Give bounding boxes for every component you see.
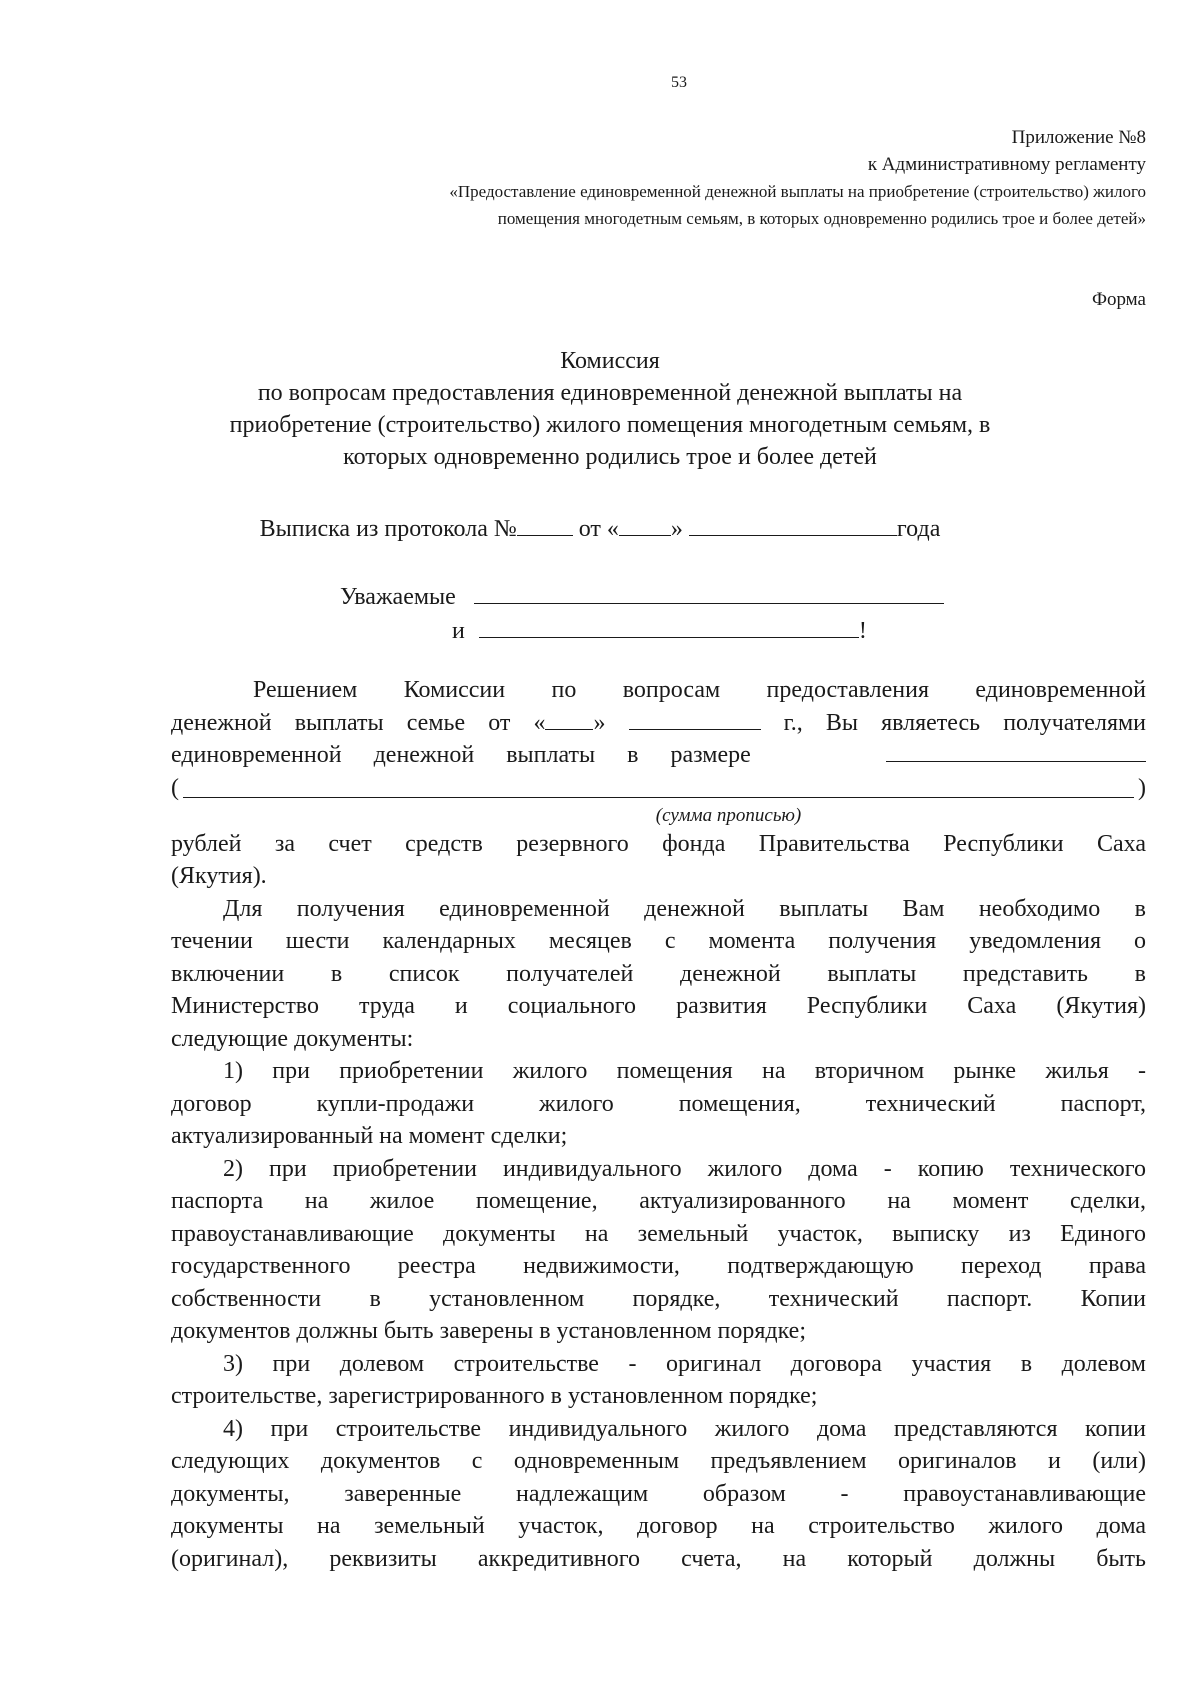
list-item-2-line: паспорта на жилое помещение, актуализированного на момент сделки, <box>171 1188 1146 1214</box>
decision-day-blank[interactable] <box>545 707 593 730</box>
decision-line-3: единовременной денежной выплаты в размере <box>171 739 1146 772</box>
appendix-header <box>146 124 1146 232</box>
protocol-month-blank[interactable] <box>689 513 897 536</box>
extract-quote-close: » <box>670 516 689 542</box>
list-item-2-line: 2) при приобретении индивидуального жилого дома - копию технического <box>223 1155 1146 1182</box>
list-item-1-line: договор купли-продажи жилого помещения, технический паспорт, <box>171 1090 1146 1117</box>
list-item-4-line: (оригинал), реквизиты аккредитивного счета, на который должны быть <box>171 1545 1146 1572</box>
amount-words-blank[interactable] <box>183 797 1134 798</box>
commission-line-2: по вопросам предоставления единовременной денежной выплаты на <box>257 380 963 406</box>
paren-open: ( <box>171 774 179 801</box>
commission-line-3: приобретение (строительство) жилого помещения многодетным семьям, в <box>229 412 991 438</box>
paragraph-line: включении в список получателей денежной выплаты представить в <box>171 960 1146 987</box>
decision-line-2: денежной выплаты семье от « » г., Вы являетесь получателями <box>171 707 1146 740</box>
extract-from: от « <box>572 516 619 542</box>
salutation-and: и <box>452 618 465 644</box>
recipient-name-blank-1[interactable] <box>474 581 944 604</box>
page-number: 53 <box>671 74 687 91</box>
commission-line-4: которых одновременно родились трое и более детей <box>343 444 877 470</box>
list-item-2-line: правоустанавливающие документы на земельный участок, выписку из Единого <box>171 1220 1146 1247</box>
protocol-day-blank[interactable] <box>619 513 671 536</box>
extract-label: Выписка из протокола № <box>259 516 517 542</box>
list-item-3-line: 3) при долевом строительстве - оригинал договора участия в долевом <box>223 1350 1146 1377</box>
list-item-2-line: государственного реестра недвижимости, подтверждающую переход права <box>171 1253 1146 1279</box>
paragraph-line: течении шести календарных месяцев с момента получения уведомления о <box>171 928 1146 954</box>
list-item-4-line: документы на земельный участок, договор на строительство жилого дома <box>171 1513 1146 1539</box>
commission-title: Комиссия <box>560 348 660 374</box>
extract-year-label: года <box>896 516 941 542</box>
salutation-word: Уважаемые <box>340 584 456 610</box>
sum-caption: (сумма прописью) <box>655 804 802 826</box>
decision-month-blank[interactable] <box>629 707 761 730</box>
protocol-extract-line <box>0 513 1200 543</box>
paren-close: ) <box>1138 774 1146 801</box>
amount-words-row <box>171 772 1146 804</box>
list-item-1-line: 1) при приобретении жилого помещения на вторичном рынке жилья - <box>223 1058 1146 1084</box>
appendix-title-line-1: «Предоставление единовременной денежной выплаты на приобретение (строительство) жилого <box>449 182 1146 201</box>
commission-heading <box>160 345 1060 473</box>
paragraph-line: следующие документы: <box>171 1025 414 1052</box>
list-item-1-line: актуализированный на момент сделки; <box>171 1123 568 1149</box>
recipient-name-blank-2[interactable] <box>479 615 859 638</box>
salutation <box>340 580 944 648</box>
paragraph-line: Для получения единовременной денежной выплаты Вам необходимо в <box>223 895 1146 922</box>
form-label: Форма <box>1091 289 1146 310</box>
amount-digits-blank[interactable] <box>886 739 1146 762</box>
list-item-2-line: собственности в установленном порядке, технический паспорт. Копии <box>171 1285 1146 1312</box>
salutation-exclaim: ! <box>858 618 867 644</box>
list-item-2-line: документов должны быть заверены в установленном порядке; <box>171 1318 806 1344</box>
list-item-4-line: 4) при строительстве индивидуального жилого дома представляются копии <box>223 1415 1146 1442</box>
list-item-3-line: строительстве, зарегистрированного в установленном порядке; <box>171 1383 818 1409</box>
document-body <box>171 674 1146 1575</box>
decision-line-5: (Якутия). <box>171 863 267 889</box>
paragraph-line: Министерство труда и социального развития Республики Саха (Якутия) <box>171 993 1146 1019</box>
protocol-number-blank[interactable] <box>517 513 573 536</box>
decision-line-4: рублей за счет средств резервного фонда Правительства Республики Саха <box>171 830 1146 857</box>
appendix-reference: к Административному регламенту <box>867 154 1146 175</box>
list-item-4-line: документы, заверенные надлежащим образом - правоустанавливающие <box>171 1480 1146 1507</box>
list-item-4-line: следующих документов с одновременным предъявлением оригиналов и (или) <box>171 1448 1146 1474</box>
appendix-title-line-2: помещения многодетным семьям, в которых одновременно родились трое и более детей» <box>497 209 1146 228</box>
appendix-number: Приложение №8 <box>1011 127 1146 148</box>
decision-line-1: Решением Комиссии по вопросам предоставления единовременной <box>253 677 1146 703</box>
